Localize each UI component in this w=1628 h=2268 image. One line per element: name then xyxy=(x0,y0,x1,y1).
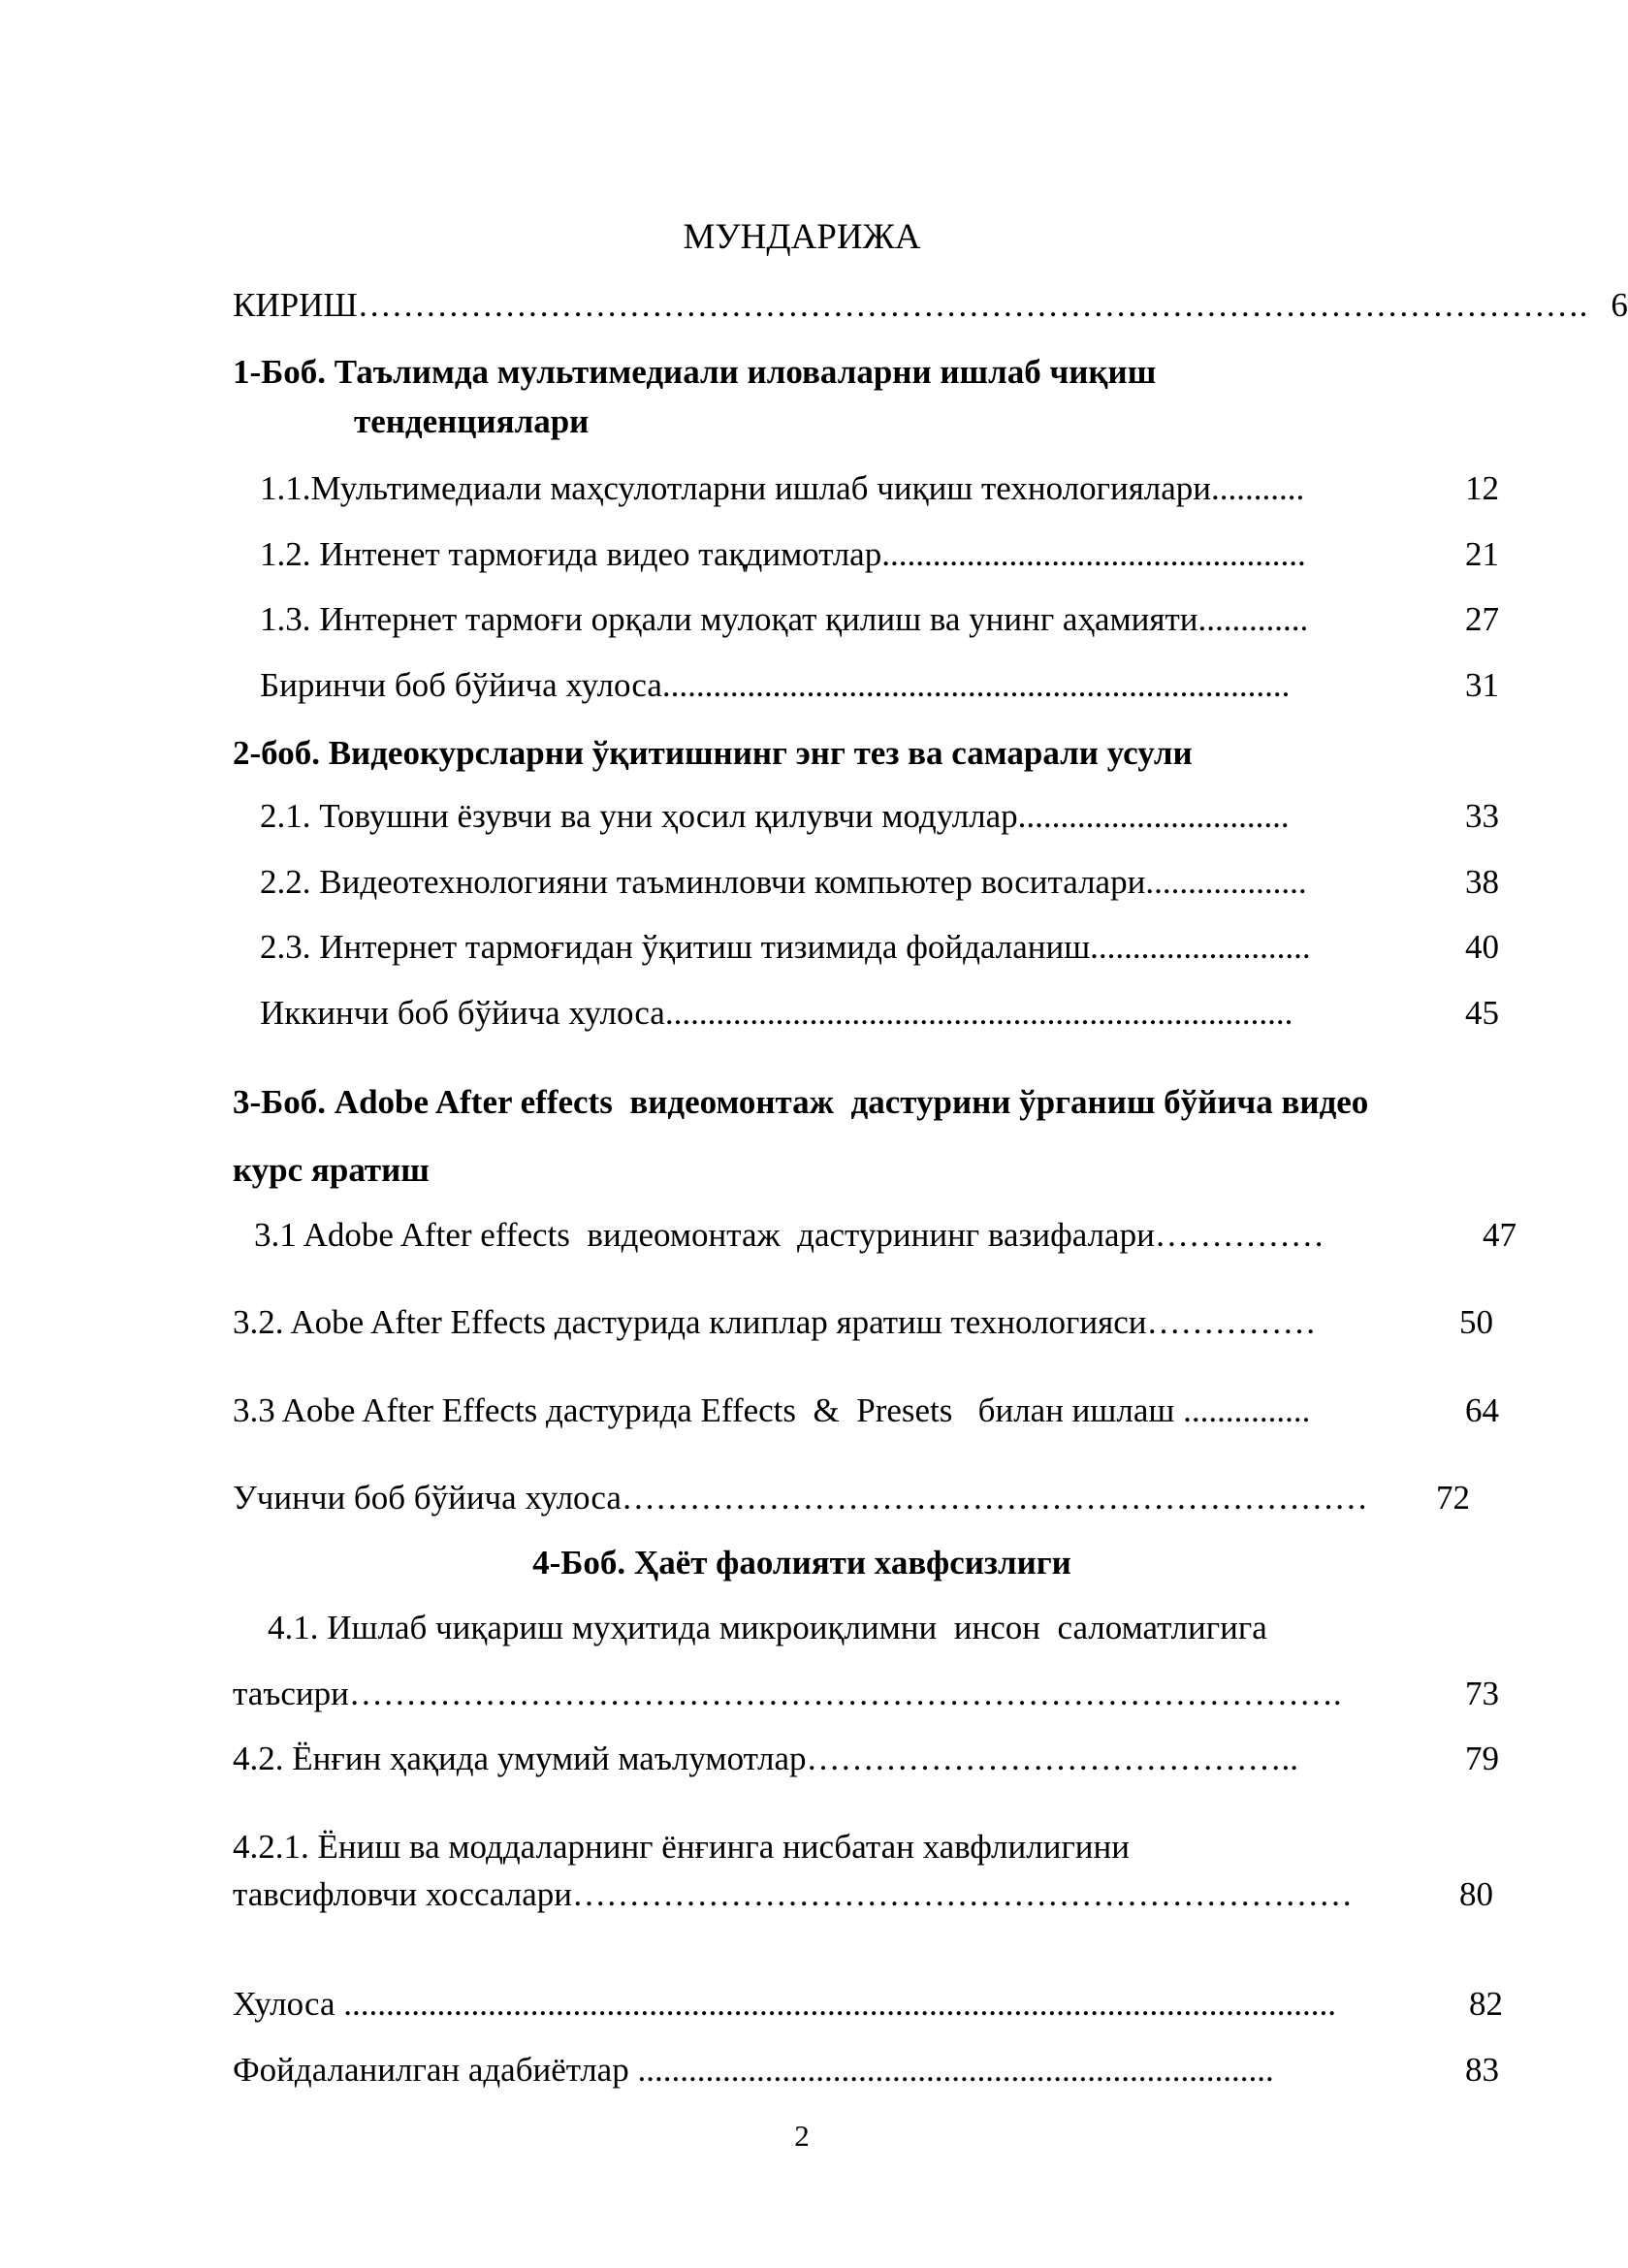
toc-leader-dots: ........... xyxy=(1211,469,1305,507)
toc-entry-label: таъсири xyxy=(233,1675,349,1712)
toc-entry-label: 2.1. Товушни ёзувчи ва уни ҳосил қилувчи модуллар xyxy=(260,797,1018,835)
toc-page-number: 38 xyxy=(1465,863,1499,901)
toc-entry-label: Учинчи боб бўйича хулоса xyxy=(233,1479,622,1517)
toc-page-number: 12 xyxy=(1465,469,1499,507)
toc-entry-intro xyxy=(233,283,1628,328)
chapter3-heading-line1: 3-Боб. Adobe After effects видеомонтаж дастурини ўрганиш бўйича видео xyxy=(233,1083,1369,1121)
toc-leader-dots: ................... xyxy=(1145,863,1307,901)
toc-entry-label: тавсифловчи хоссалари xyxy=(233,1875,572,1913)
toc-page-number: 83 xyxy=(1465,2051,1499,2089)
toc-entry-3-summary xyxy=(233,1476,1470,1520)
toc-entry-references xyxy=(233,2048,1499,2092)
toc-entry-label: 4.2. Ёнғин ҳақида умумий маълумотлар xyxy=(233,1740,807,1777)
toc-page-number: 47 xyxy=(1483,1216,1516,1254)
toc-leader-dots: ………………………………………………………………………………………………. xyxy=(357,286,1588,324)
toc-entry-label: Биринчи боб бўйича хулоса xyxy=(260,666,662,704)
toc-entry-3-3 xyxy=(233,1389,1499,1433)
toc-leader-dots: …………… xyxy=(1146,1303,1317,1341)
toc-page-number: 50 xyxy=(1459,1303,1493,1341)
toc-page-number: 31 xyxy=(1465,666,1499,704)
toc-entry-4-2-1 xyxy=(233,1872,1493,1917)
chapter3-heading-line2: курс яратиш xyxy=(233,1151,430,1189)
toc-page-number: 21 xyxy=(1465,535,1499,573)
toc-leader-dots: ..................................................................................................................... xyxy=(343,1985,1336,2023)
chapter1-heading-line1: 1-Боб. Таълимда мультимедиали иловаларни ишлаб чиқиш xyxy=(233,353,1157,391)
toc-page-number: 45 xyxy=(1465,994,1499,1032)
toc-leader-dots: …………… xyxy=(1154,1216,1325,1254)
toc-entry-1-summary xyxy=(260,663,1499,708)
toc-entry-label: 3.1 Adobe After effects видеомонтаж дастурининг вазифалари xyxy=(254,1216,1155,1254)
toc-leader-dots: ............... xyxy=(1183,1391,1311,1429)
chapter2-heading: 2-боб. Видеокурсларни ўқитишнинг энг тез ва самарали усули xyxy=(233,734,1193,772)
toc-entry-conclusion xyxy=(233,1982,1503,2027)
toc-page-number: 64 xyxy=(1465,1391,1499,1429)
toc-entry-label: 1.2. Интенет тармоғида видео тақдимотлар xyxy=(260,535,882,573)
toc-leader-dots: …………………………………………………………… xyxy=(572,1875,1353,1913)
toc-entry-label: 3.2. Aobe After Effects дастурида клиплар яратиш технологияси xyxy=(233,1303,1147,1341)
toc-page-number: 82 xyxy=(1469,1985,1503,2023)
toc-entry-label: Фойдаланилган адабиётлар xyxy=(233,2051,638,2089)
toc-entry-label: 1.1.Мультимедиали маҳсулотларни ишлаб чиқиш технологиялари xyxy=(260,469,1212,507)
toc-leader-dots: …………………………………….. xyxy=(806,1740,1299,1777)
toc-leader-dots: .......................... xyxy=(1090,928,1311,966)
toc-page-number: 27 xyxy=(1465,600,1499,638)
toc-entry-1-2 xyxy=(260,532,1499,577)
toc-entry-4-1 xyxy=(233,1672,1499,1716)
toc-page-number: 40 xyxy=(1465,928,1499,966)
chapter1-heading-line2: тенденциялари xyxy=(354,402,590,440)
toc-entry-2-summary xyxy=(260,991,1499,1036)
toc-leader-dots: .................................................. xyxy=(881,535,1306,573)
toc-page-number: 33 xyxy=(1465,797,1499,835)
toc-entry-2-2 xyxy=(260,860,1499,905)
toc-leader-dots: ........................................................................... xyxy=(637,2051,1274,2089)
toc-leader-dots: ................................ xyxy=(1017,797,1290,835)
toc-entry-2-3 xyxy=(260,925,1499,970)
page-number: 2 xyxy=(794,2119,810,2153)
toc-page-number: 72 xyxy=(1436,1479,1470,1517)
toc-entry-label: 2.2. Видеотехнологияни таъминловчи компьютер воситалари xyxy=(260,863,1146,901)
toc-page-number: 73 xyxy=(1465,1675,1499,1712)
chapter4-heading: 4-Боб. Ҳаёт фаолияти хавфсизлиги xyxy=(532,1544,1071,1581)
toc-entry-1-1 xyxy=(260,466,1499,511)
toc-entry-4-1-line1: 4.1. Ишлаб чиқариш муҳитида микроиқлимни инсон саломатлигига xyxy=(268,1609,1267,1646)
toc-leader-dots: .......................................................................... xyxy=(664,994,1293,1032)
toc-title: МУНДАРИЖА xyxy=(683,217,921,257)
toc-entry-3-2 xyxy=(233,1300,1493,1345)
toc-page-number: 80 xyxy=(1459,1875,1493,1913)
toc-entry-label: КИРИШ xyxy=(233,286,358,324)
toc-entry-label: 2.3. Интернет тармоғидан ўқитиш тизимида фойдаланиш xyxy=(260,928,1091,966)
toc-entry-4-2 xyxy=(233,1737,1499,1781)
toc-leader-dots: ………………………………………………………… xyxy=(621,1479,1368,1517)
toc-entry-2-1 xyxy=(260,794,1499,839)
toc-entry-label: 3.3 Aobe After Effects дастурида Effects & Presets билан ишлаш xyxy=(233,1391,1184,1429)
toc-leader-dots: ……………………………………………………………………………. xyxy=(348,1675,1342,1712)
toc-entry-4-2-1-line1: 4.2.1. Ёниш ва моддаларнинг ёнғинга нисбатан хавфлилигини xyxy=(233,1828,1130,1866)
toc-entry-1-3 xyxy=(260,597,1499,642)
toc-entry-label: 1.3. Интернет тармоғи орқали мулоқат қилиш ва унинг аҳамияти xyxy=(260,600,1198,638)
toc-entry-label: Хулоса xyxy=(233,1985,344,2023)
toc-leader-dots: ............. xyxy=(1197,600,1309,638)
toc-leader-dots: .......................................................................... xyxy=(661,666,1291,704)
toc-entry-3-1 xyxy=(254,1213,1516,1258)
toc-page-number: 79 xyxy=(1465,1740,1499,1777)
toc-entry-label: Иккинчи боб бўйича хулоса xyxy=(260,994,665,1032)
toc-page-number: 6 xyxy=(1611,286,1628,324)
